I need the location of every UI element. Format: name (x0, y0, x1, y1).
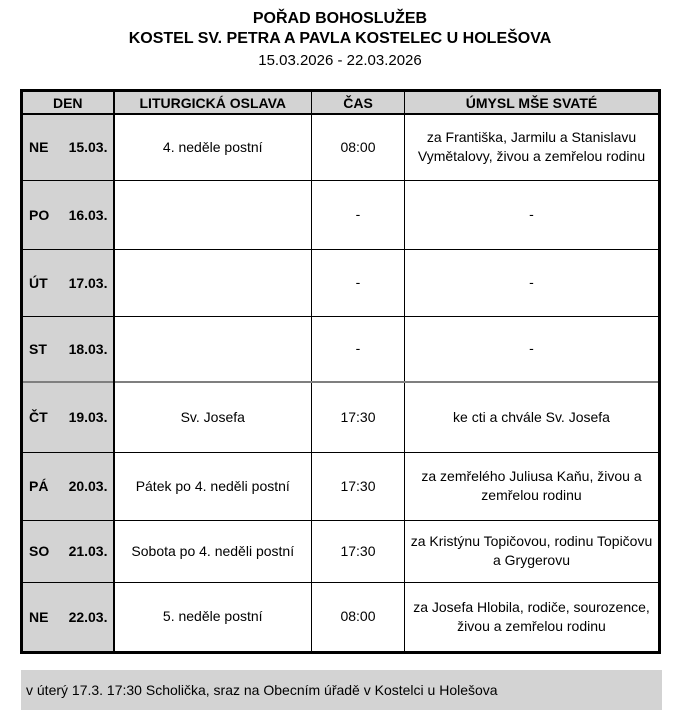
column-header-day: DEN (22, 91, 114, 115)
table-row (22, 382, 660, 452)
day-cell (22, 452, 114, 520)
week-date-range: 15.03.2026 - 22.03.2026 (258, 52, 422, 69)
celebration-cell: 5. neděle postní (114, 582, 312, 652)
day-cell (22, 180, 114, 249)
day-cell (22, 382, 114, 452)
intention-cell: - (405, 316, 660, 382)
column-header-time: ČAS (312, 91, 405, 115)
time-cell: - (312, 249, 405, 316)
day-abbr: PÁ (29, 478, 49, 494)
day-wrap (29, 409, 108, 425)
day-date: 15.03. (68, 139, 108, 156)
day-date: 20.03. (68, 478, 108, 494)
intention-cell: za zemřelého Juliusa Kaňu, živou a zemřelou rodinu (405, 452, 660, 520)
celebration-cell: 4. neděle postní (114, 114, 312, 180)
column-header-celebration: LITURGICKÁ OSLAVA (114, 91, 312, 115)
table-row (22, 520, 660, 582)
table-row (22, 114, 660, 180)
intention-cell: - (405, 180, 660, 249)
day-abbr: ÚT (29, 274, 48, 291)
table-row (22, 180, 660, 249)
announcement-note: v úterý 17.3. 17:30 Scholička, sraz na Obecním úřadě v Kostelci u Holešova (21, 670, 662, 710)
celebration-cell (114, 316, 312, 382)
table-row (22, 316, 660, 382)
day-date: 18.03. (68, 340, 108, 357)
day-date: 19.03. (68, 409, 108, 426)
day-wrap (29, 609, 108, 625)
time-cell: 17:30 (312, 520, 405, 582)
day-date: 16.03. (68, 206, 108, 223)
celebration-cell: Sv. Josefa (114, 382, 312, 452)
day-wrap (29, 543, 108, 559)
time-cell: 17:30 (312, 452, 405, 520)
day-date: 17.03. (68, 274, 108, 291)
intention-cell: za Františka, Jarmilu a Stanislavu Vymětalovy, živou a zemřelou rodinu (405, 114, 660, 180)
time-cell: 08:00 (312, 582, 405, 652)
day-date: 22.03. (68, 608, 108, 625)
intention-cell: za Josefa Hlobila, rodiče, sourozence, živou a zemřelou rodinu (405, 582, 660, 652)
day-cell (22, 114, 114, 180)
time-cell: - (312, 316, 405, 382)
day-abbr: ČT (29, 409, 48, 426)
page-title: POŘAD BOHOSLUŽEB (252, 10, 428, 27)
day-abbr: NE (29, 608, 49, 625)
column-header-intention: ÚMYSL MŠE SVATÉ (405, 91, 660, 115)
time-cell: 17:30 (312, 382, 405, 452)
day-date: 21.03. (68, 543, 108, 559)
intention-cell: za Kristýnu Topičovou, rodinu Topičovu a Grygerovu (405, 520, 660, 582)
intention-cell: - (405, 249, 660, 316)
day-abbr: ST (29, 340, 47, 357)
mass-schedule-table (20, 89, 661, 654)
day-cell (22, 316, 114, 382)
table-row (22, 249, 660, 316)
day-cell (22, 520, 114, 582)
celebration-cell (114, 180, 312, 249)
day-wrap (29, 275, 108, 291)
day-abbr: NE (29, 139, 49, 156)
celebration-cell: Pátek po 4. neděli postní (114, 452, 312, 520)
table-header-row (22, 91, 660, 115)
day-wrap (29, 207, 108, 223)
church-name: KOSTEL SV. PETRA A PAVLA KOSTELEC U HOLEŠOVA (128, 30, 552, 47)
schedule-body (22, 114, 660, 652)
table-row (22, 582, 660, 652)
day-abbr: SO (29, 543, 50, 559)
day-cell (22, 582, 114, 652)
day-wrap (29, 139, 108, 155)
day-cell (22, 249, 114, 316)
celebration-cell: Sobota po 4. neděli postní (114, 520, 312, 582)
day-abbr: PO (29, 206, 50, 223)
table-row (22, 452, 660, 520)
celebration-cell (114, 249, 312, 316)
day-wrap (29, 341, 108, 357)
time-cell: - (312, 180, 405, 249)
document-header (0, 9, 680, 70)
time-cell: 08:00 (312, 114, 405, 180)
day-wrap (29, 478, 108, 494)
intention-cell: ke cti a chvále Sv. Josefa (405, 382, 660, 452)
